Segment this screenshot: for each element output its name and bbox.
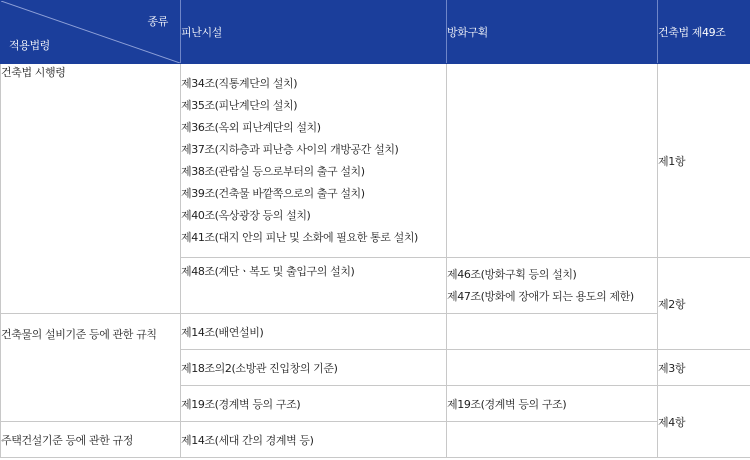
header-row (1, 1, 750, 64)
evacuation-item: 제41조(대지 안의 피난 및 소화에 필요한 통로 설치) (181, 230, 418, 244)
evacuation-cell: 제14조(세대 간의 경계벽 등) (181, 422, 447, 458)
header-article: 건축법 제49조 (658, 1, 750, 64)
evacuation-cell: 제18조의2(소방관 진입창의 기준) (181, 350, 447, 386)
clause-cell: 제4항 (658, 386, 750, 458)
fire-compartment-cell (447, 258, 658, 314)
table-row (1, 314, 750, 350)
header-type-label: 종류 (147, 15, 168, 28)
fire-compartment-cell (447, 422, 658, 458)
header-diagonal-cell (1, 1, 181, 64)
fire-compartment-cell: 제19조(경계벽 등의 구조) (447, 386, 658, 422)
table-row (1, 64, 750, 258)
diagonal-divider (1, 1, 180, 63)
fire-item: 제47조(방화에 장애가 되는 용도의 제한) (447, 289, 634, 303)
fire-compartment-cell (447, 64, 658, 258)
evacuation-cell: 제19조(경계벽 등의 구조) (181, 386, 447, 422)
clause-cell: 제2항 (658, 258, 750, 350)
fire-item: 제46조(방화구획 등의 설치) (447, 267, 577, 281)
fire-compartment-cell (447, 314, 658, 350)
table-row (1, 422, 750, 458)
evacuation-cell: 제14조(배연설비) (181, 314, 447, 350)
header-fire-compartment: 방화구획 (447, 1, 658, 64)
law-cell: 건축법 시행령 (1, 64, 181, 314)
evacuation-item: 제35조(피난계단의 설치) (181, 98, 298, 112)
evacuation-item: 제40조(옥상광장 등의 설치) (181, 208, 311, 222)
evacuation-item: 제36조(옥외 피난계단의 설치) (181, 120, 321, 134)
clause-cell: 제3항 (658, 350, 750, 386)
evacuation-item: 제34조(직통계단의 설치) (181, 76, 298, 90)
fire-compartment-cell (447, 350, 658, 386)
header-evacuation: 피난시설 (181, 1, 447, 64)
clause-cell: 제1항 (658, 64, 750, 258)
evacuation-list-cell (181, 64, 447, 258)
law-cell: 주택건설기준 등에 관한 규정 (1, 422, 181, 458)
header-law-label: 적용법령 (9, 39, 50, 52)
evacuation-item: 제39조(건축물 바깥쪽으로의 출구 설치) (181, 186, 365, 200)
law-cell: 건축물의 설비기준 등에 관한 규칙 (1, 314, 181, 422)
evacuation-item: 제38조(관람실 등으로부터의 출구 설치) (181, 164, 365, 178)
evacuation-cell: 제48조(계단ㆍ복도 및 출입구의 설치) (181, 258, 447, 314)
evacuation-item: 제37조(지하층과 피난층 사이의 개방공간 설치) (181, 142, 399, 156)
